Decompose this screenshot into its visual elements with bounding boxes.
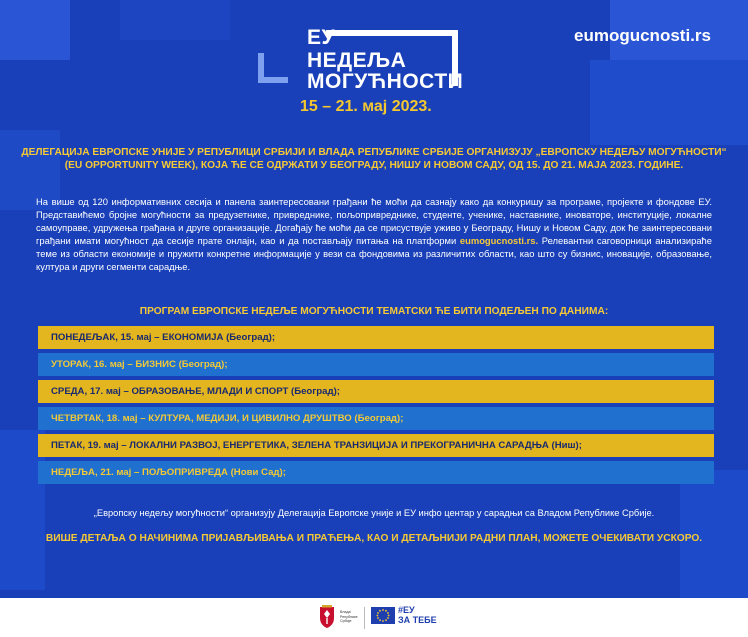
- logo-line-1: ЕУ: [307, 26, 336, 49]
- schedule-row-monday: ПОНЕДЕЉАК, 15. мај – ЕКОНОМИЈА (Београд);: [38, 326, 714, 349]
- serbia-government-logo: [318, 605, 362, 631]
- body-paragraph: [36, 195, 712, 273]
- site-url-link[interactable]: eumogucnosti.rs: [574, 26, 711, 45]
- body-text-part-1: На више од 120 информативних сесија и панела заинтересовани грађани ће моћи да сазнају како да конкуришу за програме, пројекте и фондове ЕУ. Представићемо бројне могућности за предузетнике, привреднике, пољопривреднике, студенте, ученике, наставнике, иноваторе, институције, локалне самоуправе, удружења грађана и друге организације. Догађају ће моћи да се присуствује уживо у Београду, Нишу и Новом Саду, док ће заинтересовани грађани имати могућност да сесије прате онлајн, као и да постављају питања на платформи: [36, 196, 712, 246]
- program-heading: ПРОГРАМ ЕВРОПСКЕ НЕДЕЉЕ МОГУЋНОСТИ ТЕМАТСКИ ЋЕ БИТИ ПОДЕЉЕН ПО ДАНИМА:: [139, 306, 609, 317]
- event-dates: 15 – 21. мај 2023.: [300, 98, 432, 115]
- headline: ДЕЛЕГАЦИЈА ЕВРОПСКЕ УНИЈЕ У РЕПУБЛИЦИ СРБИЈИ И ВЛАДА РЕПУБЛИКЕ СРБИЈЕ ОРГАНИЗУЈУ „ЕВРОПСКУ НЕДЕЉУ МОГУЋНОСТИ“ (EU OPPORTUNITY WEEK), КОЈА ЋЕ СЕ ОДРЖАТИ У БЕОГРАДУ, НИШУ И НОВОМ САДУ, ОД 15. ДО 21. МАЈА 2023. ГОДИНЕ.: [21, 147, 727, 171]
- logo-line-3: МОГУЋНОСТИ: [307, 70, 464, 93]
- footer-divider: [364, 607, 365, 629]
- schedule-row-sunday: НЕДЕЉА, 21. мај – ПОЉОПРИВРЕДА (Нови Сад);: [38, 461, 714, 484]
- platform-link[interactable]: eumogucnosti.rs.: [459, 235, 539, 246]
- schedule-row-wednesday: СРЕДА, 17. мај – ОБРАЗОВАЊЕ, МЛАДИ И СПОРТ (Београд);: [38, 380, 714, 403]
- eu-tag-line-2: ЗА ТЕБЕ: [398, 615, 437, 625]
- organizer-note: „Европску недељу могућности“ организују Делегација Европске уније и ЕУ инфо центар у сарадњи са Владом Републике Србије.: [93, 508, 655, 518]
- serbia-government-label: Влада Републике Србије: [340, 610, 358, 623]
- bg-tile: [590, 60, 748, 145]
- eu-flag-icon: [371, 607, 395, 624]
- schedule-row-thursday: ЧЕТВРТАК, 18. мај – КУЛТУРА, МЕДИЈИ, И ЦИВИЛНО ДРУШТВО (Београд);: [38, 407, 714, 430]
- schedule-list: [38, 326, 714, 488]
- schedule-row-friday: ПЕТАК, 19. мај – ЛОКАЛНИ РАЗВОЈ, ЕНЕРГЕТИКА, ЗЕЛЕНА ТРАНЗИЦИЈА И ПРЕКОГРАНИЧНА САРАДЊА (Ниш);: [38, 434, 714, 457]
- bg-tile: [120, 0, 230, 40]
- serbia-crest-icon: [318, 605, 336, 629]
- bg-tile: [0, 0, 70, 60]
- eu-tag-line-1: #ЕУ: [398, 605, 415, 615]
- logo-line-2: НЕДЕЉА: [307, 49, 407, 72]
- logo-frame-top: [326, 30, 458, 36]
- footer: [0, 598, 748, 637]
- body-text-part-2: Релевантни саговорници анализираће теме из области економије и пружити конкретне информације у вези са фондовима из различитих области, као што су бизнис, иновације, образовање, култура и други сегменти сарадње.: [36, 235, 712, 272]
- schedule-row-tuesday: УТОРАК, 16. мај – БИЗНИС (Београд);: [38, 353, 714, 376]
- logo-corner-bracket: [258, 53, 288, 83]
- more-info-notice: ВИШЕ ДЕТАЉА О НАЧИНИМА ПРИЈАВЉИВАЊА И ПРАЋЕЊА, КАО И ДЕТАЉНИЈИ РАДНИ ПЛАН, МОЖЕТЕ ОЧЕКИВАТИ УСКОРО.: [45, 533, 703, 544]
- eu-for-you-tag: [398, 605, 437, 625]
